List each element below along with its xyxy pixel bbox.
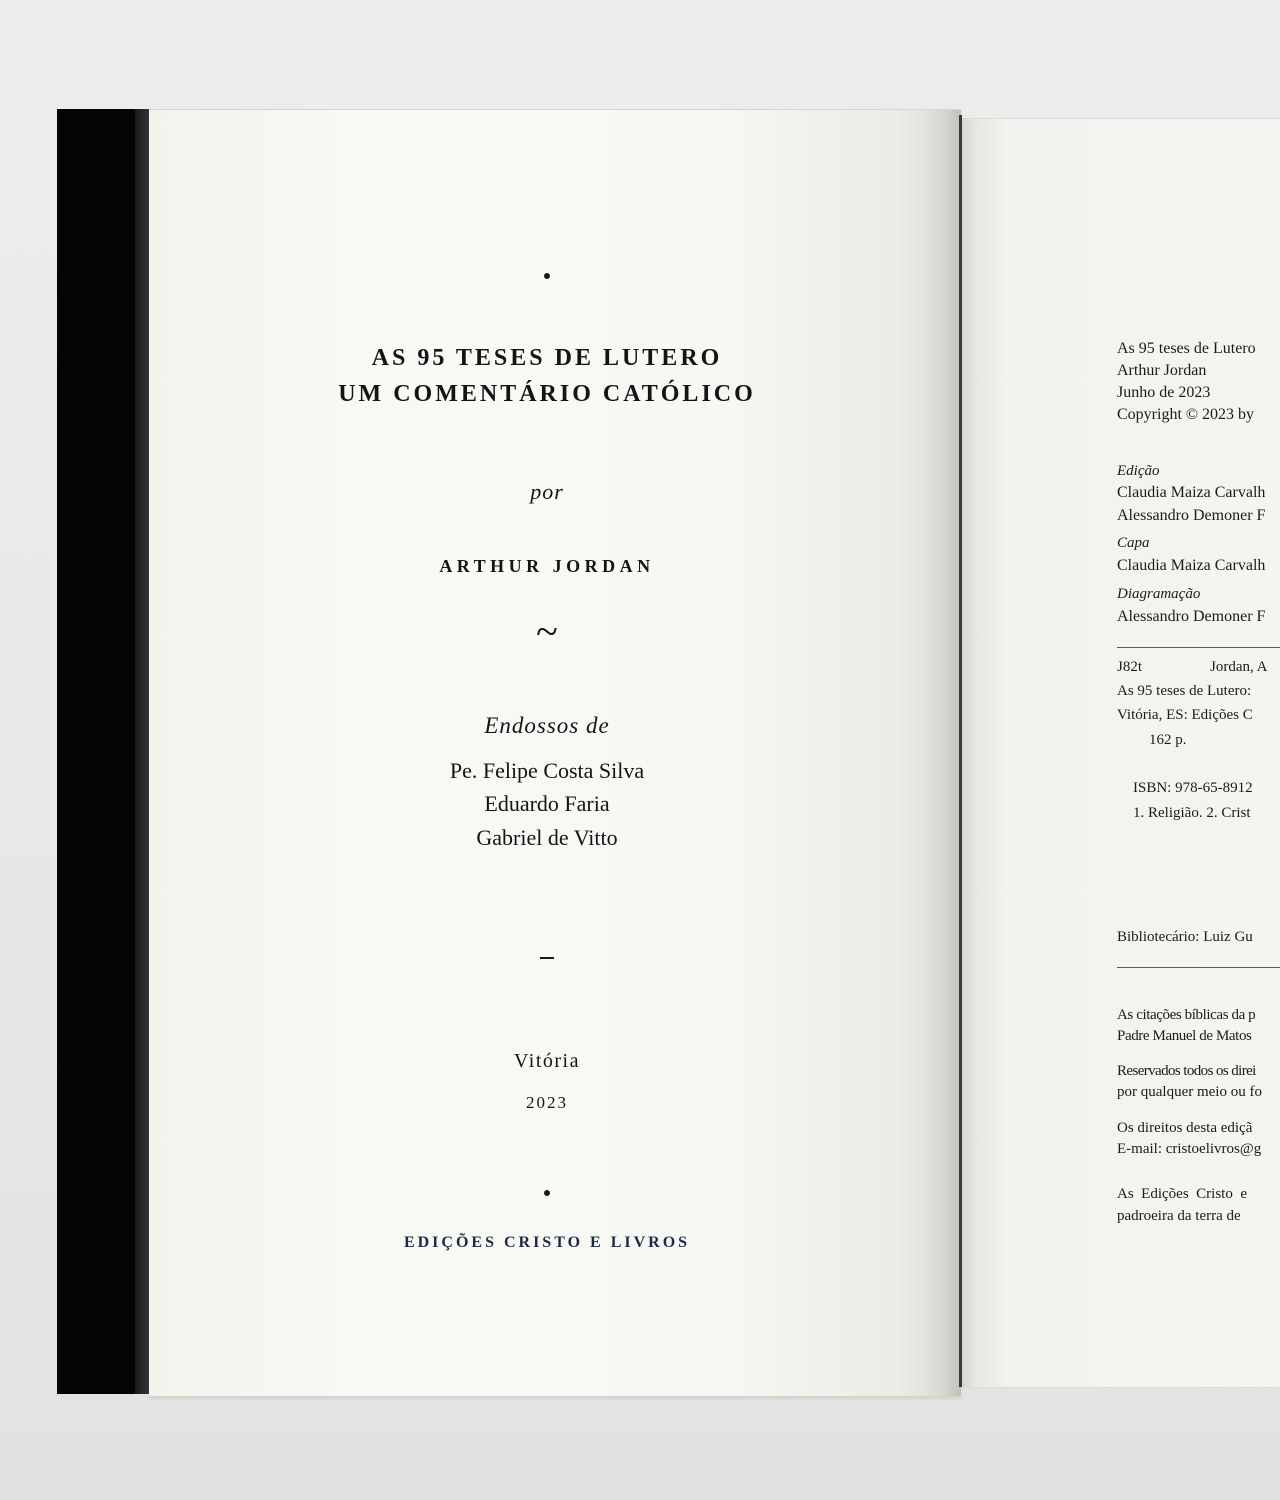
note4-line1: As Edições Cristo e [1117, 1186, 1247, 1202]
imprint-date: Junho de 2023 [1117, 384, 1211, 401]
note1-line2: Padre Manuel de Matos [1117, 1028, 1252, 1044]
catalog-bottom-rule [1117, 967, 1280, 968]
publisher-name: EDIÇÕES CRISTO E LIVROS [403, 1234, 691, 1251]
credit-diagramacao-label: Diagramação [1117, 586, 1201, 602]
credit-edicao-2: Alessandro Demoner F [1117, 507, 1266, 524]
catalog-librarian: Bibliotecário: Luiz Gu [1117, 929, 1253, 945]
credit-edicao-label: Edição [1117, 463, 1160, 479]
endorser-1: Pe. Felipe Costa Silva [449, 758, 645, 783]
endorsements-label: Endossos de [484, 713, 610, 738]
endorser-2: Eduardo Faria [484, 791, 610, 816]
note4-line2: padroeira da terra de [1117, 1208, 1241, 1224]
note1-line1: As citações bíblicas da p [1117, 1007, 1256, 1023]
publication-year: 2023 [526, 1093, 568, 1112]
note3-line2: E-mail: cristoelivros@g [1117, 1141, 1262, 1157]
book-title-line1: AS 95 TESES DE LUTERO [371, 345, 723, 371]
note3-line1: Os direitos desta ediçã [1117, 1120, 1253, 1136]
imprint-author: Arthur Jordan [1117, 362, 1207, 379]
catalog-code: J82t [1117, 659, 1143, 675]
catalog-line2: As 95 teses de Lutero: [1117, 683, 1252, 699]
bottom-dot-ornament [544, 1190, 550, 1196]
note2-line2: por qualquer meio ou fo [1117, 1084, 1262, 1100]
gutter-shadow [921, 110, 961, 1396]
author-name: ARTHUR JORDAN [439, 556, 655, 576]
book-title-line2: UM COMENTÁRIO CATÓLICO [338, 381, 756, 407]
top-dot-ornament [544, 273, 550, 279]
credit-capa-label: Capa [1117, 535, 1150, 551]
catalog-author-entry: Jordan, A [1210, 659, 1268, 675]
note2-line1: Reservados todos os direi [1117, 1063, 1256, 1079]
publication-city: Vitória [514, 1050, 580, 1072]
credit-edicao-1: Claudia Maiza Carvalh [1117, 484, 1266, 501]
catalog-pages: 162 p. [1149, 732, 1187, 748]
credit-diagramacao-1: Alessandro Demoner F [1117, 608, 1266, 625]
imprint-title: As 95 teses de Lutero [1117, 340, 1256, 357]
catalog-isbn: ISBN: 978-65-8912 [1133, 780, 1253, 796]
endorser-3: Gabriel de Vitto [476, 825, 618, 850]
imprint-copyright: Copyright © 2023 by [1117, 406, 1255, 423]
book-cover-edge [57, 109, 137, 1394]
book-gutter [959, 115, 962, 1387]
dash-ornament [540, 957, 554, 959]
book-spine-shadow [135, 109, 150, 1394]
catalog-line3: Vitória, ES: Edições C [1117, 707, 1253, 723]
title-page [149, 109, 961, 1397]
catalog-top-rule [1117, 647, 1280, 648]
tilde-ornament: ~ [536, 609, 558, 654]
by-label: por [530, 479, 564, 504]
credit-capa-1: Claudia Maiza Carvalh [1117, 557, 1266, 574]
catalog-subjects: 1. Religião. 2. Crist [1133, 805, 1251, 821]
